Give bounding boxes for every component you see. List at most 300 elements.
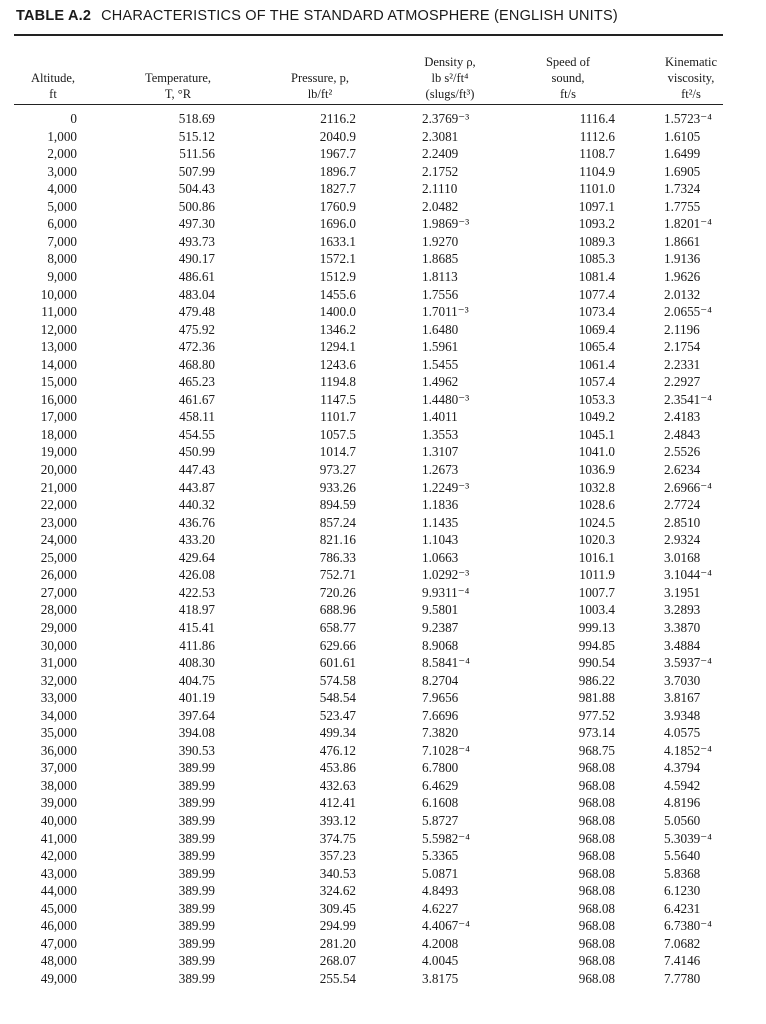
cell-dens: 2.1752 xyxy=(422,163,459,179)
cell-temp: 483.04 xyxy=(178,286,215,302)
cell-temp: 507.99 xyxy=(178,163,215,179)
table-row xyxy=(0,198,766,216)
table-row xyxy=(0,830,766,848)
table-row xyxy=(0,461,766,479)
cell-visc: 1.6499 xyxy=(664,146,701,162)
cell-pres: 374.75 xyxy=(319,830,356,846)
cell-dens: 1.6480 xyxy=(422,321,459,337)
cell-sound: 990.54 xyxy=(578,655,615,671)
cell-dens: 1.5961 xyxy=(422,339,459,355)
table-caption xyxy=(16,8,618,24)
cell-visc: 5.5640 xyxy=(664,848,701,864)
table-row xyxy=(0,707,766,725)
cell-dens: 1.9270 xyxy=(422,233,459,249)
cell-temp: 500.86 xyxy=(178,198,215,214)
cell-alt: 24,000 xyxy=(40,532,77,548)
table-row xyxy=(0,549,766,567)
table-row xyxy=(0,847,766,865)
cell-pres: 1896.7 xyxy=(319,163,356,179)
cell-sound: 968.08 xyxy=(578,935,615,951)
cell-alt: 11,000 xyxy=(41,304,77,320)
cell-temp: 389.99 xyxy=(178,918,215,934)
cell-sound: 968.08 xyxy=(578,883,615,899)
cell-visc: 2.7724 xyxy=(664,497,701,513)
cell-visc: 1.6105 xyxy=(664,128,701,144)
cell-alt: 19,000 xyxy=(40,444,77,460)
cell-dens: 1.7556 xyxy=(422,286,459,302)
cell-visc: 3.0168 xyxy=(664,549,701,565)
cell-visc: 1.6905 xyxy=(664,163,701,179)
cell-temp: 389.99 xyxy=(178,935,215,951)
table-row xyxy=(0,812,766,830)
table-row xyxy=(0,496,766,514)
cell-dens: 1.1836 xyxy=(422,497,459,513)
cell-visc: 3.5937⁻⁴ xyxy=(664,655,712,671)
header-line: Density ρ, xyxy=(424,55,476,69)
cell-sound: 1085.3 xyxy=(578,251,615,267)
table-row xyxy=(0,145,766,163)
table-row xyxy=(0,128,766,146)
cell-temp: 447.43 xyxy=(178,462,215,477)
cell-sound: 1081.4 xyxy=(578,268,615,284)
cell-sound: 1104.9 xyxy=(579,163,615,179)
cell-dens: 7.6696 xyxy=(422,707,459,723)
cell-temp: 415.41 xyxy=(178,619,215,635)
header-line: sound, xyxy=(551,71,585,85)
cell-pres: 523.47 xyxy=(319,707,356,723)
cell-dens: 8.2704 xyxy=(422,672,459,688)
table-row xyxy=(0,180,766,198)
cell-pres: 476.12 xyxy=(319,742,356,758)
cell-sound: 994.85 xyxy=(578,637,615,653)
cell-dens: 1.4011 xyxy=(422,409,458,425)
cell-temp: 389.99 xyxy=(178,777,215,793)
cell-alt: 43,000 xyxy=(40,865,77,881)
cell-temp: 490.17 xyxy=(178,251,215,267)
cell-alt: 34,000 xyxy=(40,707,77,723)
cell-dens: 4.4067⁻⁴ xyxy=(422,918,470,934)
table-row xyxy=(0,163,766,181)
table-row xyxy=(0,356,766,374)
table-row xyxy=(0,566,766,584)
cell-dens: 4.0045 xyxy=(422,953,459,969)
cell-alt: 39,000 xyxy=(40,795,77,811)
cell-alt: 29,000 xyxy=(40,619,77,635)
cell-sound: 1020.3 xyxy=(578,532,615,548)
cell-visc: 1.5723⁻⁴ xyxy=(664,111,712,126)
table-row xyxy=(0,637,766,655)
cell-alt: 31,000 xyxy=(40,655,77,671)
cell-pres: 601.61 xyxy=(319,655,356,671)
cell-alt: 42,000 xyxy=(40,848,77,864)
cell-visc: 1.7755 xyxy=(664,198,701,214)
cell-alt: 33,000 xyxy=(40,690,77,706)
cell-alt: 16,000 xyxy=(40,391,77,407)
cell-visc: 2.6966⁻⁴ xyxy=(664,479,712,495)
cell-sound: 973.14 xyxy=(578,725,615,741)
cell-visc: 2.2331 xyxy=(664,356,701,372)
cell-sound: 1116.4 xyxy=(579,111,615,126)
cell-dens: 1.1435 xyxy=(422,514,459,530)
cell-pres: 340.53 xyxy=(319,865,356,881)
cell-dens: 5.5982⁻⁴ xyxy=(422,830,470,846)
cell-sound: 968.08 xyxy=(578,865,615,881)
cell-pres: 1572.1 xyxy=(319,251,356,267)
cell-dens: 1.9869⁻³ xyxy=(422,216,470,232)
cell-visc: 4.1852⁻⁴ xyxy=(664,742,712,758)
cell-sound: 1053.3 xyxy=(578,391,615,407)
cell-alt: 18,000 xyxy=(40,426,77,442)
cell-alt: 30,000 xyxy=(40,637,77,653)
cell-dens: 1.2249⁻³ xyxy=(422,479,470,495)
cell-alt: 41,000 xyxy=(40,830,77,846)
table-row xyxy=(0,391,766,409)
header-line: Pressure, p, xyxy=(291,71,349,85)
cell-sound: 1011.9 xyxy=(579,567,615,583)
cell-temp: 504.43 xyxy=(178,181,215,197)
cell-dens: 1.7011⁻³ xyxy=(422,304,469,320)
cell-alt: 2,000 xyxy=(47,146,77,162)
cell-visc: 4.3794 xyxy=(664,760,701,776)
cell-pres: 857.24 xyxy=(319,514,356,530)
cell-sound: 1077.4 xyxy=(578,286,615,302)
table-row xyxy=(0,110,766,128)
cell-pres: 720.26 xyxy=(319,584,356,600)
cell-dens: 7.1028⁻⁴ xyxy=(422,742,470,758)
cell-visc: 2.8510 xyxy=(664,514,701,530)
cell-sound: 968.08 xyxy=(578,900,615,916)
cell-sound: 1028.6 xyxy=(578,497,615,513)
cell-pres: 821.16 xyxy=(319,532,356,548)
cell-visc: 1.9626 xyxy=(664,268,701,284)
cell-temp: 515.12 xyxy=(178,128,215,144)
cell-pres: 309.45 xyxy=(319,900,356,916)
cell-dens: 7.3820 xyxy=(422,725,459,741)
cell-dens: 1.3553 xyxy=(422,426,459,442)
cell-temp: 475.92 xyxy=(178,321,215,337)
cell-sound: 968.08 xyxy=(578,795,615,811)
table-row xyxy=(0,724,766,742)
cell-pres: 324.62 xyxy=(319,883,356,899)
cell-visc: 2.9324 xyxy=(664,532,701,548)
cell-visc: 2.0132 xyxy=(664,286,701,302)
cell-alt: 28,000 xyxy=(40,602,77,618)
header-line: Altitude, xyxy=(30,71,76,85)
cell-pres: 1194.8 xyxy=(320,374,356,390)
header-line: Kinematic xyxy=(664,55,718,69)
cell-alt: 3,000 xyxy=(47,163,77,179)
cell-dens: 8.5841⁻⁴ xyxy=(422,655,470,671)
table-row xyxy=(0,303,766,321)
table-label: TABLE A.2 xyxy=(16,8,92,24)
cell-alt: 0 xyxy=(70,111,77,126)
cell-alt: 4,000 xyxy=(47,181,77,197)
cell-temp: 404.75 xyxy=(178,672,215,688)
cell-pres: 2116.2 xyxy=(320,111,356,126)
cell-alt: 37,000 xyxy=(40,760,77,776)
cell-temp: 472.36 xyxy=(178,339,215,355)
cell-alt: 47,000 xyxy=(40,935,77,951)
cell-alt: 8,000 xyxy=(47,251,77,267)
cell-alt: 10,000 xyxy=(40,286,77,302)
cell-pres: 499.34 xyxy=(319,725,356,741)
cell-pres: 1512.9 xyxy=(319,268,356,284)
cell-pres: 2040.9 xyxy=(319,128,356,144)
cell-alt: 26,000 xyxy=(40,567,77,583)
header-line: (slugs/ft³) xyxy=(425,87,475,101)
cell-pres: 1455.6 xyxy=(319,286,356,302)
cell-alt: 6,000 xyxy=(47,216,77,232)
cell-pres: 1967.7 xyxy=(319,146,356,162)
cell-pres: 1294.1 xyxy=(319,339,356,355)
cell-temp: 511.56 xyxy=(179,146,215,162)
cell-visc: 2.1196 xyxy=(664,321,700,337)
table-row xyxy=(0,601,766,619)
cell-visc: 2.6234 xyxy=(664,462,701,477)
cell-sound: 1069.4 xyxy=(578,321,615,337)
cell-temp: 486.61 xyxy=(178,268,215,284)
cell-dens: 6.1608 xyxy=(422,795,459,811)
cell-pres: 281.20 xyxy=(319,935,356,951)
cell-sound: 1108.7 xyxy=(579,146,615,162)
cell-pres: 268.07 xyxy=(319,953,356,969)
cell-alt: 9,000 xyxy=(47,268,77,284)
cell-dens: 3.8175 xyxy=(422,970,459,986)
header-pressure xyxy=(270,40,370,102)
cell-sound: 968.08 xyxy=(578,953,615,969)
cell-alt: 7,000 xyxy=(47,233,77,249)
cell-visc: 2.1754 xyxy=(664,339,701,355)
cell-pres: 658.77 xyxy=(319,619,356,635)
cell-visc: 1.9136 xyxy=(664,251,701,267)
cell-visc: 3.1951 xyxy=(664,584,701,600)
header-line: T, °R xyxy=(164,87,192,101)
cell-temp: 458.11 xyxy=(179,409,215,425)
cell-temp: 454.55 xyxy=(178,426,215,442)
cell-temp: 440.32 xyxy=(178,497,215,513)
table-row xyxy=(0,619,766,637)
cell-visc: 6.7380⁻⁴ xyxy=(664,918,712,934)
cell-pres: 894.59 xyxy=(319,497,356,513)
cell-sound: 1041.0 xyxy=(578,444,615,460)
cell-sound: 968.75 xyxy=(578,742,615,758)
cell-sound: 981.88 xyxy=(578,690,615,706)
cell-sound: 968.08 xyxy=(578,777,615,793)
table-row xyxy=(0,865,766,883)
cell-temp: 468.80 xyxy=(178,356,215,372)
cell-visc: 1.8201⁻⁴ xyxy=(664,216,712,232)
cell-temp: 422.53 xyxy=(178,584,215,600)
cell-temp: 408.30 xyxy=(178,655,215,671)
cell-dens: 1.0663 xyxy=(422,549,459,565)
cell-temp: 390.53 xyxy=(178,742,215,758)
cell-dens: 2.3081 xyxy=(422,128,459,144)
cell-alt: 38,000 xyxy=(40,777,77,793)
cell-pres: 574.58 xyxy=(319,672,356,688)
cell-temp: 518.69 xyxy=(178,111,215,126)
cell-sound: 986.22 xyxy=(578,672,615,688)
table-row xyxy=(0,215,766,233)
cell-alt: 21,000 xyxy=(40,479,77,495)
header-speed-of-sound xyxy=(528,40,608,102)
cell-visc: 1.7324 xyxy=(664,181,701,197)
cell-dens: 7.9656 xyxy=(422,690,459,706)
cell-visc: 7.0682 xyxy=(664,935,701,951)
cell-pres: 1057.5 xyxy=(319,426,356,442)
cell-sound: 1003.4 xyxy=(578,602,615,618)
cell-alt: 36,000 xyxy=(40,742,77,758)
cell-visc: 7.7780 xyxy=(664,970,701,986)
table-row xyxy=(0,250,766,268)
cell-sound: 1024.5 xyxy=(578,514,615,530)
cell-sound: 1036.9 xyxy=(578,462,615,477)
table-row xyxy=(0,777,766,795)
cell-alt: 32,000 xyxy=(40,672,77,688)
cell-sound: 1112.6 xyxy=(579,128,615,144)
table-row xyxy=(0,654,766,672)
table-row xyxy=(0,794,766,812)
cell-alt: 22,000 xyxy=(40,497,77,513)
header-rule xyxy=(14,104,723,105)
cell-dens: 5.3365 xyxy=(422,848,459,864)
cell-alt: 44,000 xyxy=(40,883,77,899)
cell-pres: 1346.2 xyxy=(319,321,356,337)
cell-pres: 688.96 xyxy=(319,602,356,618)
cell-dens: 4.6227 xyxy=(422,900,459,916)
table-row xyxy=(0,443,766,461)
cell-visc: 3.7030 xyxy=(664,672,701,688)
cell-temp: 397.64 xyxy=(178,707,215,723)
cell-sound: 968.08 xyxy=(578,918,615,934)
cell-dens: 1.2673 xyxy=(422,462,459,477)
top-rule xyxy=(14,34,723,36)
cell-dens: 1.8113 xyxy=(422,268,458,284)
cell-pres: 1827.7 xyxy=(319,181,356,197)
cell-visc: 4.5942 xyxy=(664,777,701,793)
cell-dens: 8.9068 xyxy=(422,637,459,653)
cell-sound: 1016.1 xyxy=(578,549,615,565)
header-line: ft²/s xyxy=(681,87,701,101)
cell-alt: 12,000 xyxy=(40,321,77,337)
cell-alt: 27,000 xyxy=(40,584,77,600)
header-altitude xyxy=(18,40,88,102)
header-density xyxy=(400,40,500,102)
cell-visc: 6.4231 xyxy=(664,900,701,916)
header-line: ft xyxy=(49,87,57,101)
cell-sound: 968.08 xyxy=(578,848,615,864)
table-row xyxy=(0,917,766,935)
cell-alt: 48,000 xyxy=(40,953,77,969)
cell-temp: 497.30 xyxy=(178,216,215,232)
cell-dens: 2.1110 xyxy=(422,181,458,197)
cell-temp: 461.67 xyxy=(178,391,215,407)
cell-temp: 433.20 xyxy=(178,532,215,548)
cell-pres: 412.41 xyxy=(319,795,356,811)
cell-dens: 9.2387 xyxy=(422,619,459,635)
cell-temp: 418.97 xyxy=(178,602,215,618)
header-kinematic-viscosity xyxy=(650,40,732,102)
cell-dens: 2.3769⁻³ xyxy=(422,111,470,126)
cell-pres: 1014.7 xyxy=(319,444,356,460)
cell-sound: 1045.1 xyxy=(578,426,615,442)
cell-temp: 450.99 xyxy=(178,444,215,460)
cell-pres: 973.27 xyxy=(319,462,356,477)
cell-pres: 357.23 xyxy=(319,848,356,864)
cell-alt: 5,000 xyxy=(47,198,77,214)
cell-alt: 17,000 xyxy=(40,409,77,425)
cell-visc: 2.4183 xyxy=(664,409,701,425)
cell-dens: 1.1043 xyxy=(422,532,459,548)
cell-dens: 5.8727 xyxy=(422,813,459,828)
cell-visc: 2.3541⁻⁴ xyxy=(664,391,712,407)
cell-visc: 3.4884 xyxy=(664,637,701,653)
cell-dens: 9.9311⁻⁴ xyxy=(422,584,470,600)
table-row xyxy=(0,935,766,953)
table-row xyxy=(0,426,766,444)
cell-temp: 389.99 xyxy=(178,848,215,864)
table-row xyxy=(0,268,766,286)
header-line: ft/s xyxy=(560,87,576,101)
cell-alt: 23,000 xyxy=(40,514,77,530)
cell-dens: 1.5455 xyxy=(422,356,459,372)
cell-alt: 35,000 xyxy=(40,725,77,741)
table-row xyxy=(0,584,766,602)
cell-dens: 1.4480⁻³ xyxy=(422,391,470,407)
cell-alt: 45,000 xyxy=(40,900,77,916)
cell-temp: 426.08 xyxy=(178,567,215,583)
cell-sound: 1049.2 xyxy=(578,409,615,425)
cell-sound: 1093.2 xyxy=(578,216,615,232)
table-title: CHARACTERISTICS OF THE STANDARD ATMOSPHERE (ENGLISH UNITS) xyxy=(101,8,618,24)
cell-dens: 5.0871 xyxy=(422,865,459,881)
cell-pres: 933.26 xyxy=(319,479,356,495)
table-row xyxy=(0,882,766,900)
cell-pres: 629.66 xyxy=(319,637,356,653)
cell-pres: 786.33 xyxy=(319,549,356,565)
cell-visc: 6.1230 xyxy=(664,883,701,899)
cell-dens: 1.0292⁻³ xyxy=(422,567,470,583)
header-line: Speed of xyxy=(545,55,591,69)
cell-visc: 2.0655⁻⁴ xyxy=(664,304,712,320)
cell-pres: 1243.6 xyxy=(319,356,356,372)
cell-alt: 14,000 xyxy=(40,356,77,372)
table-row xyxy=(0,531,766,549)
cell-temp: 389.99 xyxy=(178,953,215,969)
cell-dens: 4.8493 xyxy=(422,883,459,899)
cell-pres: 1633.1 xyxy=(319,233,356,249)
cell-alt: 15,000 xyxy=(40,374,77,390)
cell-dens: 1.3107 xyxy=(422,444,459,460)
table-row xyxy=(0,759,766,777)
table-row xyxy=(0,286,766,304)
cell-alt: 20,000 xyxy=(40,462,77,477)
cell-alt: 49,000 xyxy=(40,970,77,986)
table-row xyxy=(0,900,766,918)
header-line: lb/ft² xyxy=(307,87,333,101)
cell-pres: 255.54 xyxy=(319,970,356,986)
cell-visc: 1.8661 xyxy=(664,233,701,249)
cell-visc: 3.2893 xyxy=(664,602,701,618)
cell-visc: 4.8196 xyxy=(664,795,701,811)
cell-sound: 977.52 xyxy=(578,707,615,723)
table-row xyxy=(0,479,766,497)
cell-temp: 465.23 xyxy=(178,374,215,390)
header-line: Temperature, xyxy=(144,71,212,85)
cell-pres: 432.63 xyxy=(319,777,356,793)
cell-visc: 5.8368 xyxy=(664,865,701,881)
cell-sound: 1065.4 xyxy=(578,339,615,355)
table-row xyxy=(0,233,766,251)
